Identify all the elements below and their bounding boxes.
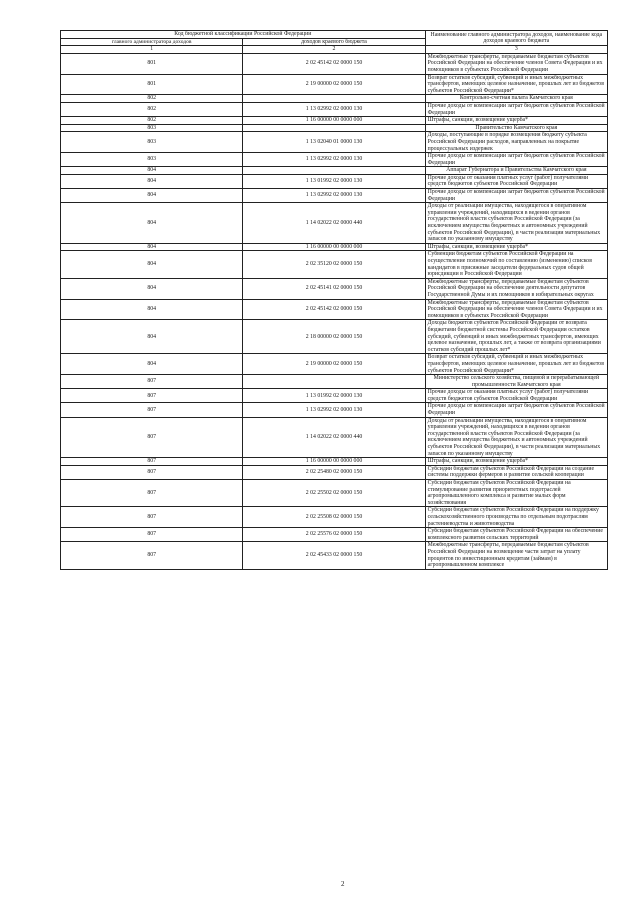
admin-code-cell: 802 xyxy=(61,102,243,116)
revenue-code-cell: 2 02 45142 02 0000 150 xyxy=(243,299,425,320)
description-cell: Субсидии бюджетам субъектов Российской Федерации на создание системы поддержки фермеров и развитие сельской кооперации xyxy=(425,465,607,479)
admin-code-cell: 807 xyxy=(61,507,243,528)
admin-code-cell: 804 xyxy=(61,243,243,251)
admin-code-cell: 807 xyxy=(61,542,243,569)
description-cell: Возврат остатков субсидий, субвенций и иных межбюджетных трансфертов, имеющих целевое назначение, прошлых лет из бюджетов субъектов Российской Федерации* xyxy=(425,354,607,375)
admin-code-cell: 807 xyxy=(61,375,243,389)
admin-code-cell: 804 xyxy=(61,203,243,244)
table-row xyxy=(61,189,608,203)
admin-code-cell: 801 xyxy=(61,53,243,74)
revenue-code-cell: 2 02 45141 02 0000 150 xyxy=(243,278,425,299)
header-admin: главного администратора доходов xyxy=(61,38,243,46)
header-kbk: Код бюджетной классификации Российской Федерации xyxy=(61,31,426,39)
description-cell: Прочие доходы от компенсации затрат бюджетов субъектов Российской Федерации xyxy=(425,403,607,417)
table-row xyxy=(61,251,608,278)
description-cell: Возврат остатков субсидий, субвенций и иных межбюджетных трансфертов, имеющих целевое назначение, прошлых лет из бюджетов субъектов Российской Федерации* xyxy=(425,74,607,95)
description-cell: Штрафы, санкции, возмещение ущерба* xyxy=(425,458,607,466)
description-cell: Прочие доходы от оказания платных услуг (работ) получателями средств бюджетов субъектов Российской Федерации xyxy=(425,174,607,188)
table-row xyxy=(61,389,608,403)
revenue-code-cell: 2 02 25480 02 0000 150 xyxy=(243,465,425,479)
revenue-code-cell: 1 13 02992 02 0000 130 xyxy=(243,102,425,116)
revenue-code-cell xyxy=(243,375,425,389)
revenue-code-cell: 1 16 00000 00 0000 000 xyxy=(243,243,425,251)
description-cell: Прочие доходы от компенсации затрат бюджетов субъектов Российской Федерации xyxy=(425,102,607,116)
header-revenue: доходов краевого бюджета xyxy=(243,38,425,46)
table-row xyxy=(61,320,608,354)
table-row xyxy=(61,542,608,569)
description-cell: Межбюджетные трансферты, передаваемые бюджетам субъектов Российской Федерации на обеспечение членов Совета Федерации и их помощников в субъектах Российской Федерации xyxy=(425,299,607,320)
col-num-2: 2 xyxy=(243,46,425,54)
table-header-row xyxy=(61,31,608,39)
description-cell: Субсидии бюджетам субъектов Российской Федерации на поддержку сельскохозяйственного производства по отдельным подотраслям растениеводства и животноводства xyxy=(425,507,607,528)
admin-code-cell: 807 xyxy=(61,458,243,466)
revenue-code-cell: 1 13 02992 02 0000 130 xyxy=(243,153,425,167)
admin-code-cell: 803 xyxy=(61,132,243,153)
admin-code-cell: 803 xyxy=(61,153,243,167)
revenue-code-cell: 1 14 02022 02 0000 440 xyxy=(243,417,425,458)
admin-code-cell: 804 xyxy=(61,174,243,188)
table-row xyxy=(61,203,608,244)
description-cell: Доходы от реализации имущества, находящегося в оперативном управлении учреждений, находящихся в ведении органов государственной власти субъектов Российской Федерации (за исключением имущества бюджетных и автономных учреждений субъектов Российской Федерации), в части реализации материальных запасов по указанному имуществу xyxy=(425,417,607,458)
description-cell: Штрафы, санкции, возмещение ущерба* xyxy=(425,243,607,251)
col-num-3: 3 xyxy=(425,46,607,54)
table-row xyxy=(61,465,608,479)
table-row xyxy=(61,507,608,528)
admin-code-cell: 807 xyxy=(61,389,243,403)
revenue-code-cell xyxy=(243,167,425,175)
section-row xyxy=(61,95,608,103)
table-row xyxy=(61,458,608,466)
description-cell: Министерство сельского хозяйства, пищевой и перерабатывающей промышленности Камчатского края xyxy=(425,375,607,389)
admin-code-cell: 804 xyxy=(61,167,243,175)
table-number-row xyxy=(61,46,608,54)
description-cell: Межбюджетные трансферты, передаваемые бюджетам субъектов Российской Федерации на возмещение части затрат на уплату процентов по инвестиционным кредитам (займам) в агропромышленном комплексе xyxy=(425,542,607,569)
table-row xyxy=(61,403,608,417)
table-row xyxy=(61,132,608,153)
revenue-code-cell: 2 18 00000 02 0000 150 xyxy=(243,320,425,354)
description-cell: Контрольно-счетная палата Камчатского края xyxy=(425,95,607,103)
admin-code-cell: 803 xyxy=(61,124,243,132)
admin-code-cell: 804 xyxy=(61,189,243,203)
table-row xyxy=(61,53,608,74)
section-row xyxy=(61,167,608,175)
revenue-code-cell xyxy=(243,95,425,103)
description-cell: Субсидии бюджетам субъектов Российской Федерации на обеспечение комплексного развития сельских территорий xyxy=(425,528,607,542)
admin-code-cell: 802 xyxy=(61,117,243,125)
revenue-code-cell: 2 02 35120 02 0000 150 xyxy=(243,251,425,278)
description-cell: Межбюджетные трансферты, передаваемые бюджетам субъектов Российской Федерации на обеспечение деятельности депутатов Государственной Думы и их помощников в избирательных округах xyxy=(425,278,607,299)
revenue-code-cell: 2 02 45433 02 0000 150 xyxy=(243,542,425,569)
table-row xyxy=(61,299,608,320)
revenue-code-cell: 2 02 25576 02 0000 150 xyxy=(243,528,425,542)
page-number: 2 xyxy=(341,880,345,888)
table-row xyxy=(61,102,608,116)
table-row xyxy=(61,174,608,188)
description-cell: Правительство Камчатского края xyxy=(425,124,607,132)
admin-code-cell: 807 xyxy=(61,528,243,542)
description-cell: Межбюджетные трансферты, передаваемые бюджетам субъектов Российской Федерации на обеспечение членов Совета Федерации и их помощников в субъектах Российской Федерации xyxy=(425,53,607,74)
table-row xyxy=(61,480,608,507)
admin-code-cell: 807 xyxy=(61,403,243,417)
revenue-code-cell xyxy=(243,124,425,132)
admin-code-cell: 807 xyxy=(61,480,243,507)
description-cell: Доходы от реализации имущества, находящегося в оперативном управлении учреждений, находящихся в ведении органов государственной власти субъектов Российской Федерации (за исключением имущества бюджетных и автономных учреждений субъектов Российской Федерации), в части реализации материальных запасов по указанному имуществу xyxy=(425,203,607,244)
admin-code-cell: 804 xyxy=(61,320,243,354)
admin-code-cell: 802 xyxy=(61,95,243,103)
section-row xyxy=(61,375,608,389)
table-row xyxy=(61,417,608,458)
table-row xyxy=(61,354,608,375)
description-cell: Доходы бюджетов субъектов Российской Федерации от возврата бюджетами бюджетной системы Российской Федерации остатков субсидий, субвенций и иных межбюджетных трансфертов, имеющих целевое назначение, прошлых лет, а также от возврата организациями остатков субсидий прошлых лет* xyxy=(425,320,607,354)
description-cell: Субсидии бюджетам субъектов Российской Федерации на стимулирование развития приоритетных подотраслей агропромышленного комплекса и развитие малых форм хозяйствования xyxy=(425,480,607,507)
description-cell: Доходы, поступающие в порядке возмещения бюджету субъекта Российской Федерации расходов, направленных на покрытие процессуальных издержек xyxy=(425,132,607,153)
table-row xyxy=(61,243,608,251)
revenue-code-cell: 1 13 01992 02 0000 130 xyxy=(243,389,425,403)
table-row xyxy=(61,278,608,299)
col-num-1: 1 xyxy=(61,46,243,54)
revenue-table xyxy=(60,30,608,570)
description-cell: Прочие доходы от оказания платных услуг (работ) получателями средств бюджетов субъектов Российской Федерации xyxy=(425,389,607,403)
revenue-code-cell: 1 14 02022 02 0000 440 xyxy=(243,203,425,244)
table-row xyxy=(61,528,608,542)
admin-code-cell: 807 xyxy=(61,417,243,458)
revenue-code-cell: 2 02 45142 02 0000 150 xyxy=(243,53,425,74)
description-cell: Прочие доходы от компенсации затрат бюджетов субъектов Российской Федерации xyxy=(425,189,607,203)
revenue-code-cell: 2 02 25508 02 0000 150 xyxy=(243,507,425,528)
description-cell: Штрафы, санкции, возмещение ущерба* xyxy=(425,117,607,125)
admin-code-cell: 804 xyxy=(61,299,243,320)
table-row xyxy=(61,117,608,125)
revenue-code-cell: 1 13 02992 02 0000 130 xyxy=(243,189,425,203)
description-cell: Прочие доходы от компенсации затрат бюджетов субъектов Российской Федерации xyxy=(425,153,607,167)
description-cell: Субвенции бюджетам субъектов Российской Федерации на осуществление полномочий по составлению (изменению) списков кандидатов в присяжные заседатели федеральных судов общей юрисдикции в Российской Федерации xyxy=(425,251,607,278)
table-body xyxy=(61,53,608,569)
revenue-code-cell: 2 02 25502 02 0000 150 xyxy=(243,480,425,507)
description-cell: Аппарат Губернатора и Правительства Камчатского края xyxy=(425,167,607,175)
admin-code-cell: 804 xyxy=(61,354,243,375)
revenue-code-cell: 1 13 02992 02 0000 130 xyxy=(243,403,425,417)
header-name: Наименование главного администратора доходов, наименование кода доходов краевого бюджета xyxy=(425,31,607,46)
revenue-code-cell: 2 19 00000 02 0000 150 xyxy=(243,354,425,375)
admin-code-cell: 804 xyxy=(61,278,243,299)
revenue-code-cell: 1 16 00000 00 0000 000 xyxy=(243,458,425,466)
revenue-code-cell: 1 13 02040 01 0000 130 xyxy=(243,132,425,153)
admin-code-cell: 801 xyxy=(61,74,243,95)
admin-code-cell: 804 xyxy=(61,251,243,278)
table-row xyxy=(61,74,608,95)
revenue-code-cell: 1 13 01992 02 0000 130 xyxy=(243,174,425,188)
revenue-code-cell: 2 19 00000 02 0000 150 xyxy=(243,74,425,95)
table-row xyxy=(61,153,608,167)
section-row xyxy=(61,124,608,132)
admin-code-cell: 807 xyxy=(61,465,243,479)
revenue-code-cell: 1 16 00000 00 0000 000 xyxy=(243,117,425,125)
